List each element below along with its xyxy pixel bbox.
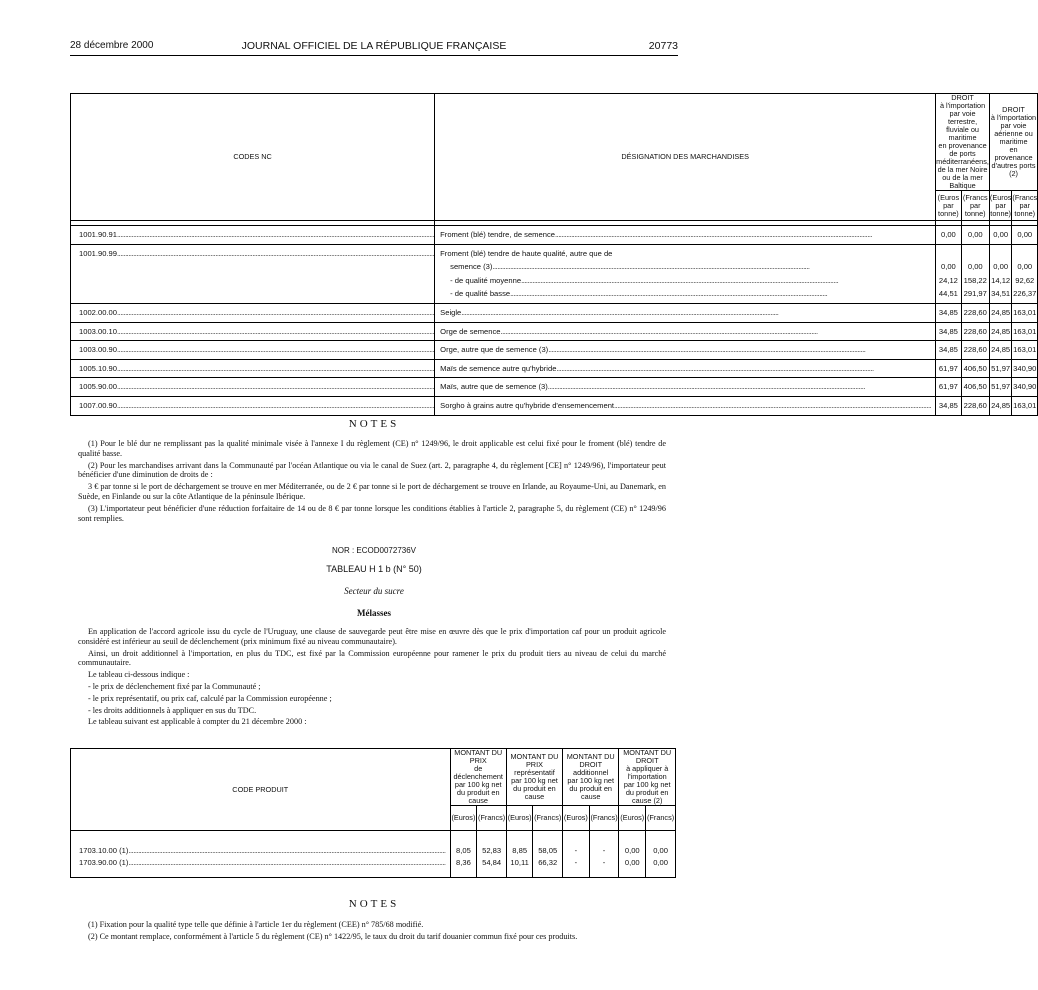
- table-row: [71, 226, 1038, 245]
- duty-value: 0,00: [941, 262, 956, 272]
- designation-cell: [435, 244, 936, 303]
- header-title: JOURNAL OFFICIEL DE LA RÉPUBLIQUE FRANÇAISE: [241, 40, 507, 52]
- note-item: (3) L'importateur peut bénéficier d'une réduction forfaitaire de 14 ou de 8 € par tonne lorsque les conditions établies à l'article 2, paragraphe 5, du règlement (CE) n° 1249/96 sont remplies.: [78, 503, 666, 523]
- nc-code: 1005.90.00: [79, 382, 118, 392]
- duty-value: 340,90: [1013, 363, 1037, 373]
- amount-cell: 8,85: [506, 845, 533, 857]
- section-text: [78, 627, 666, 729]
- duty-value: 92,62: [1015, 275, 1035, 285]
- designation-text: - de qualité moyenne: [450, 275, 522, 285]
- amount-cell: 66,32: [533, 857, 563, 878]
- table-row: [71, 322, 1038, 341]
- duty-value: [962, 247, 989, 261]
- amount-cell: 8,05: [450, 845, 477, 857]
- duty-value-cell: [1012, 378, 1038, 397]
- duty-value-cell: [936, 303, 961, 322]
- col-head-droit-other: DROIT à l'importation par voie aérienne ou maritime en provenance d'autres ports (2): [989, 94, 1037, 191]
- duty-value-cell: [961, 341, 989, 360]
- duty-value-cell: [961, 244, 989, 303]
- duty-value: 228,60: [963, 307, 987, 317]
- nc-code-cell: [71, 322, 435, 341]
- designation-cell: [435, 303, 936, 322]
- duty-value: 0,00: [1017, 262, 1033, 272]
- col-head-droit-med: DROIT à l'importation par voie terrestre, fluviale ou maritime en provenance de ports méditerranéens, de la mer Noire ou de la mer Baltique: [936, 93, 989, 190]
- duty-value: 51,97: [991, 363, 1011, 373]
- duty-value: 61,97: [938, 382, 958, 392]
- duty-value-cell: [936, 378, 961, 397]
- designation-text: Seigle: [440, 307, 462, 317]
- duty-value: 34,85: [938, 345, 958, 355]
- note-item: (2) Pour les marchandises arrivant dans la Communauté par l'océan Atlantique ou via le canal de Suez (art. 2, paragraphe 4, du règlement [CE] n° 1249/96), l'importateur peut bénéficier d'une diminution de droits de :: [78, 460, 666, 480]
- duty-value: 163,01: [1013, 345, 1037, 355]
- product-code: 1703.90.00 (1): [79, 857, 129, 867]
- duty-value: 0,00: [967, 262, 983, 272]
- table-row: [71, 341, 1038, 360]
- duty-value: 24,85: [991, 400, 1011, 410]
- section-paragraph: Le tableau ci-dessous indique :: [88, 670, 190, 680]
- col-head-droit-applique: MONTANT DU DROIT à appliquer à l'importation par 100 kg net du produit en cause (2): [619, 749, 676, 806]
- duty-value-cell: [1012, 322, 1038, 341]
- amount-cell: 10,11: [506, 857, 533, 878]
- tableau-title: TABLEAU H 1 b (N° 50): [326, 564, 422, 574]
- duty-value: 0,00: [993, 230, 1009, 239]
- amount-cell: 54,84: [477, 857, 507, 878]
- product-code-cell: [71, 845, 451, 857]
- col-head-francs: (Francs): [646, 806, 676, 831]
- notes-heading: NOTES: [348, 898, 400, 910]
- designation-text: Orge de semence: [440, 326, 501, 336]
- duty-value-cell: [961, 226, 989, 245]
- duty-value-cell: [961, 396, 989, 415]
- duty-value: 24,85: [991, 345, 1011, 355]
- duty-value-cell: [1012, 226, 1038, 245]
- note-item: (1) Fixation pour la qualité type telle que définie à l'article 1er du règlement (CEE) n° 785/68 modifié.: [88, 920, 424, 929]
- nc-code: 1007.00.90: [79, 400, 118, 410]
- header-date: 28 décembre 2000: [70, 40, 154, 51]
- duty-value: 163,01: [1013, 326, 1037, 336]
- notes-heading: NOTES: [348, 418, 400, 430]
- table-row: [71, 244, 1038, 303]
- amount-cell: -: [563, 857, 590, 878]
- col-head-francs: (Francs par tonne): [1012, 191, 1038, 221]
- duty-value-cell: [961, 359, 989, 378]
- note-item: (1) Pour le blé dur ne remplissant pas la qualité minimale visée à l'annexe I du règlement (CE) n° 1249/96, le droit applicable est celui fixé pour le froment (blé) tendre de qualité basse.: [78, 439, 666, 458]
- section-paragraph: - le prix représentatif, ou prix caf, calculé par la Commission européenne ;: [88, 693, 332, 703]
- nc-code-cell: [71, 341, 435, 360]
- duty-value-cell: [989, 341, 1012, 360]
- col-head-code-produit: CODE PRODUIT: [71, 749, 451, 831]
- designation-text: Froment (blé) tendre de haute qualité, autre que de: [440, 248, 613, 258]
- duty-value-cell: [989, 226, 1012, 245]
- duty-value-cell: [961, 322, 989, 341]
- designation-cell: [435, 359, 936, 378]
- duty-value-cell: [1012, 244, 1038, 303]
- designation-cell: [435, 396, 936, 415]
- table-row: [71, 359, 1038, 378]
- amount-cell: -: [589, 857, 619, 878]
- designation-text: Orge, autre que de semence (3): [440, 345, 549, 355]
- duty-value: 158,22: [963, 275, 987, 285]
- notes-list: [78, 920, 666, 944]
- table-row: [71, 857, 676, 878]
- duty-value: 34,85: [938, 400, 958, 410]
- col-head-euros: (Euros par tonne): [989, 191, 1012, 221]
- col-head-droit-additionnel: MONTANT DU DROIT additionnel par 100 kg net du produit en cause: [563, 749, 619, 806]
- duty-value-cell: [961, 378, 989, 397]
- nc-code: 1002.00.00: [79, 307, 118, 317]
- col-head-euros: (Euros par tonne): [936, 191, 961, 221]
- col-head-euros: (Euros): [563, 806, 590, 831]
- nc-code: 1001.90.91: [79, 230, 118, 239]
- section-paragraph: - le prix de déclenchement fixé par la Communauté ;: [88, 681, 261, 691]
- amount-cell: 52,83: [477, 845, 507, 857]
- cereal-table-body: [71, 221, 1038, 416]
- duty-value-cell: [989, 303, 1012, 322]
- duty-value: 228,60: [963, 400, 987, 410]
- duty-value-cell: [936, 396, 961, 415]
- nc-code-cell: [71, 378, 435, 397]
- duty-value: 34,85: [938, 326, 958, 336]
- duty-value: 0,00: [1017, 230, 1033, 239]
- col-head-euros: (Euros): [450, 806, 477, 831]
- duty-value: 34,85: [938, 307, 958, 317]
- duty-value-cell: [989, 322, 1012, 341]
- sector-title: Secteur du sucre: [344, 586, 404, 596]
- page-number: 20773: [648, 40, 678, 52]
- header-rule: [70, 55, 678, 56]
- nc-code-cell: [71, 303, 435, 322]
- nc-code: 1003.00.10: [79, 326, 118, 336]
- duty-value: 291,97: [963, 289, 987, 299]
- product-code: 1703.10.00 (1): [79, 845, 129, 855]
- col-head-codes: CODES NC: [71, 94, 435, 221]
- duty-value: 14,12: [991, 275, 1011, 285]
- table-row: [71, 303, 1038, 322]
- duty-value-cell: [989, 359, 1012, 378]
- col-head-francs: (Francs): [477, 806, 507, 831]
- duty-value: [990, 247, 1012, 261]
- notes-list: [78, 439, 666, 525]
- note-item: (2) Ce montant remplace, conformément à l'article 5 du règlement (CE) n° 1422/95, le taux du droit du tarif douanier commun fixé pour ces produits.: [88, 931, 578, 941]
- duty-value-cell: [989, 244, 1012, 303]
- section-paragraph: - les droits additionnels à appliquer en sus du TDC.: [88, 705, 257, 715]
- nc-code-cell: [71, 244, 435, 303]
- designation-text: Maïs de semence autre qu'hybride: [440, 363, 557, 373]
- duty-value: 340,90: [1013, 382, 1037, 392]
- nc-code-cell: [71, 396, 435, 415]
- duty-value-cell: [936, 359, 961, 378]
- duty-value: 226,37: [1013, 289, 1037, 299]
- amount-cell: 8,36: [450, 857, 477, 878]
- amount-cell: 0,00: [646, 857, 676, 878]
- amount-cell: 58,05: [533, 845, 563, 857]
- amount-cell: 0,00: [646, 845, 676, 857]
- duty-value-cell: [936, 322, 961, 341]
- duty-value: 406,50: [963, 363, 987, 373]
- duty-value: 24,85: [991, 307, 1011, 317]
- duty-value-cell: [936, 226, 961, 245]
- subsection-title: Mélasses: [357, 608, 391, 618]
- duty-value: 44,51: [938, 289, 958, 299]
- designation-cell: [435, 341, 936, 360]
- nc-code-cell: [71, 359, 435, 378]
- amount-cell: -: [563, 845, 590, 857]
- duty-value: 61,97: [938, 363, 958, 373]
- duty-value: 34,51: [991, 289, 1011, 299]
- nc-code: 1001.90.99: [79, 248, 118, 258]
- sugar-duty-table: [70, 748, 676, 878]
- designation-cell: [435, 226, 936, 245]
- table-row: [71, 378, 1038, 397]
- duty-value: 0,00: [967, 230, 983, 239]
- duty-value-cell: [961, 303, 989, 322]
- col-head-prix-representatif: MONTANT DU PRIX représentatif par 100 kg net du produit en cause: [506, 749, 562, 806]
- section-paragraph: Le tableau suivant est applicable à compter du 21 décembre 2000 :: [88, 717, 307, 727]
- duty-value: [936, 247, 960, 261]
- designation-text: Maïs, autre que de semence (3): [440, 382, 548, 392]
- duty-value-cell: [1012, 303, 1038, 322]
- duty-value-cell: [1012, 396, 1038, 415]
- col-head-euros: (Euros): [619, 806, 646, 831]
- amount-cell: -: [589, 845, 619, 857]
- duty-value: 24,85: [991, 326, 1011, 336]
- duty-value: 163,01: [1013, 400, 1037, 410]
- designation-text: Sorgho à grains autre qu'hybride d'ensemencement: [440, 400, 615, 410]
- amount-cell: 0,00: [619, 845, 646, 857]
- designation-text: semence (3): [450, 262, 493, 272]
- col-head-designation: DÉSIGNATION DES MARCHANDISES: [435, 94, 936, 221]
- duty-value: 228,60: [963, 345, 987, 355]
- col-head-euros: (Euros): [506, 806, 533, 831]
- duty-value-cell: [1012, 341, 1038, 360]
- duty-value: [1012, 247, 1037, 261]
- duty-value-cell: [989, 378, 1012, 397]
- duty-value: 0,00: [993, 262, 1009, 272]
- duty-value-cell: [936, 244, 961, 303]
- nc-code: 1003.00.90: [79, 345, 118, 355]
- table-row: [71, 396, 1038, 415]
- col-head-francs: (Francs): [589, 806, 619, 831]
- duty-value-cell: [1012, 359, 1038, 378]
- nc-code: 1005.10.90: [79, 363, 118, 373]
- duty-value-cell: [936, 341, 961, 360]
- section-paragraph: Ainsi, un droit additionnel à l'importation, en plus du TDC, est fixé par la Commission européenne pour ramener le prix du produit tiers au niveau de celui du marché communautaire.: [78, 648, 666, 668]
- sugar-table-body: [71, 831, 676, 878]
- designation-cell: [435, 322, 936, 341]
- designation-cell: [435, 378, 936, 397]
- cereal-duty-table: [70, 93, 1038, 416]
- duty-value-cell: [989, 396, 1012, 415]
- duty-value: 228,60: [963, 326, 987, 336]
- duty-value: 406,50: [963, 382, 987, 392]
- col-head-francs: (Francs): [533, 806, 563, 831]
- duty-value: 24,12: [938, 275, 958, 285]
- section-paragraph: En application de l'accord agricole issu du cycle de l'Uruguay, une clause de sauvegarde peut être mise en œuvre dès que le prix d'importation caf pour un produit agricole considéré est inférieur au seuil de déclenchement (prix minimum fixé au niveau communautaire).: [78, 627, 666, 646]
- duty-value: 51,97: [991, 382, 1011, 392]
- col-head-prix-declenchement: MONTANT DU PRIX de déclenchement par 100 kg net du produit en cause: [450, 749, 506, 806]
- col-head-francs: (Francs par tonne): [961, 191, 989, 221]
- note-item: 3 € par tonne si le port de déchargement se trouve en mer Méditerranée, ou de 2 € par tonne si le port de déchargement se trouve en Irlande, au Royaume-Uni, au Danemark, en Suède, en Finlande ou sur la côte Atlantique de la péninsule Ibérique.: [78, 482, 666, 501]
- nc-code-cell: [71, 226, 435, 245]
- duty-value: 0,00: [941, 230, 956, 239]
- designation-text: Froment (blé) tendre, de semence: [440, 230, 555, 239]
- nor-reference: NOR : ECOD0072736V: [331, 546, 417, 555]
- designation-text: - de qualité basse: [450, 289, 511, 299]
- product-code-cell: [71, 857, 451, 878]
- table-row: [71, 845, 676, 857]
- duty-value: 163,01: [1013, 307, 1037, 317]
- amount-cell: 0,00: [619, 857, 646, 878]
